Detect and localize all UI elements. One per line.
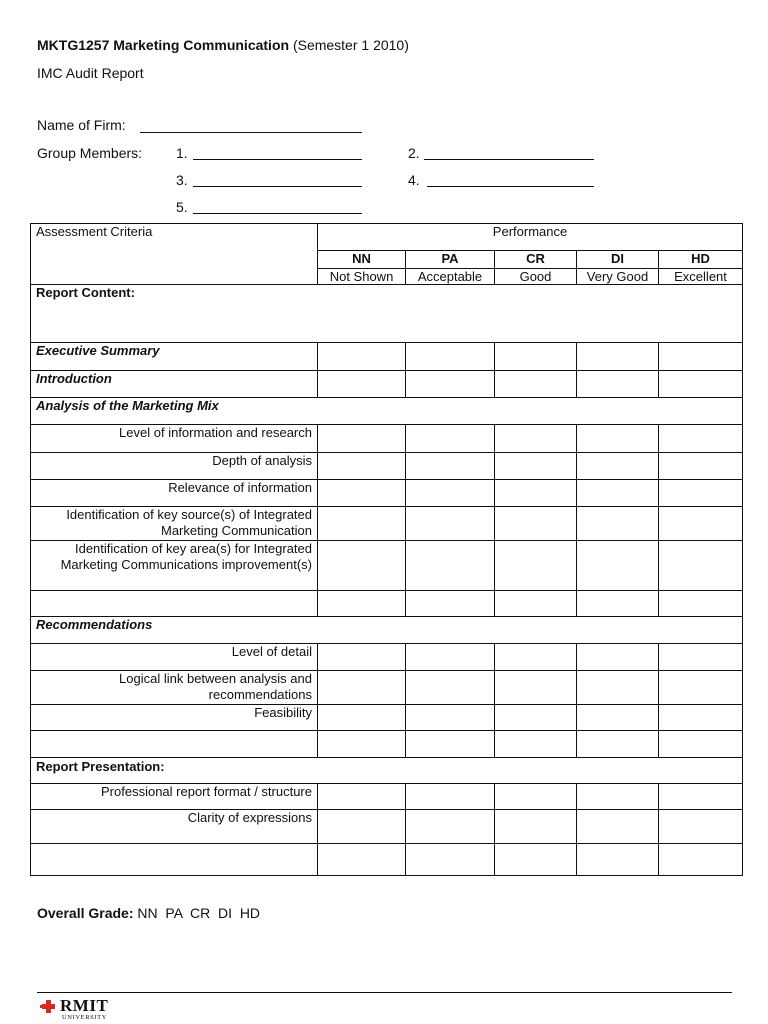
grade-cell[interactable] [406, 480, 495, 507]
grade-cell[interactable] [318, 343, 406, 371]
row-analysis-marketing-mix: Analysis of the Marketing Mix [31, 398, 743, 425]
firm-label: Name of Firm: [37, 117, 126, 133]
row-recommendations: Recommendations [31, 617, 743, 644]
grade-cell[interactable] [577, 541, 659, 591]
member-2-field[interactable] [424, 159, 594, 160]
grade-cell[interactable] [318, 371, 406, 398]
grade-desc-cr: Good [495, 269, 577, 285]
grade-cell[interactable] [495, 507, 577, 541]
row-depth-of-analysis: Depth of analysis [31, 453, 318, 480]
grade-code-cr: CR [495, 251, 577, 269]
grade-cell[interactable] [577, 371, 659, 398]
semester: (Semester 1 2010) [292, 37, 409, 53]
assessment-table [30, 223, 743, 876]
row-logical-link: Logical link between analysis and recommendations [31, 671, 318, 705]
footer-divider [37, 992, 732, 993]
grade-cell[interactable] [495, 784, 577, 810]
member-5-field[interactable] [193, 213, 362, 214]
member-1-label: 1. [176, 145, 188, 161]
member-4-label: 4. [408, 172, 420, 188]
grade-cell[interactable] [577, 784, 659, 810]
grade-cell[interactable] [318, 480, 406, 507]
grade-cell[interactable] [577, 810, 659, 844]
grade-desc-di: Very Good [577, 269, 659, 285]
grade-cell[interactable] [577, 731, 659, 758]
grade-cell[interactable] [406, 507, 495, 541]
member-3-field[interactable] [193, 186, 362, 187]
grade-cell[interactable] [577, 507, 659, 541]
grade-cell[interactable] [577, 671, 659, 705]
grade-cell[interactable] [318, 810, 406, 844]
grade-cell[interactable] [406, 705, 495, 731]
criteria-header: Assessment Criteria [31, 224, 318, 285]
performance-header: Performance [318, 224, 743, 251]
grade-cell[interactable] [318, 671, 406, 705]
document-title [37, 37, 409, 53]
row-professional-format: Professional report format / structure [31, 784, 318, 810]
grade-cell[interactable] [577, 644, 659, 671]
grade-cell[interactable] [406, 671, 495, 705]
blank-row-cell [31, 844, 318, 876]
grade-cell[interactable] [495, 705, 577, 731]
blank-row-cell [31, 591, 318, 617]
grade-cell[interactable] [406, 844, 495, 876]
grade-cell[interactable] [318, 705, 406, 731]
grade-cell[interactable] [495, 371, 577, 398]
grade-cell[interactable] [659, 591, 743, 617]
grade-code-nn: NN [318, 251, 406, 269]
grade-cell[interactable] [495, 480, 577, 507]
grade-desc-nn: Not Shown [318, 269, 406, 285]
row-level-of-detail: Level of detail [31, 644, 318, 671]
grade-cell[interactable] [577, 480, 659, 507]
grade-cell[interactable] [577, 425, 659, 453]
grade-desc-pa: Acceptable [406, 269, 495, 285]
grade-code-pa: PA [406, 251, 495, 269]
grade-cell[interactable] [659, 731, 743, 758]
logo-name: RMIT [60, 996, 109, 1015]
grade-cell[interactable] [318, 731, 406, 758]
grade-code-hd: HD [659, 251, 743, 269]
member-4-field[interactable] [427, 186, 594, 187]
grade-cell[interactable] [659, 644, 743, 671]
logo-university: UNIVERSITY [62, 1014, 107, 1021]
grade-cell[interactable] [318, 844, 406, 876]
grade-cell[interactable] [659, 705, 743, 731]
section-report-presentation: Report Presentation: [31, 758, 743, 784]
grade-cell[interactable] [659, 343, 743, 371]
grade-cell[interactable] [495, 731, 577, 758]
grade-cell[interactable] [318, 644, 406, 671]
section-report-content: Report Content: [31, 285, 743, 343]
row-level-of-information: Level of information and research [31, 425, 318, 453]
grade-cell[interactable] [406, 644, 495, 671]
grade-cell[interactable] [495, 591, 577, 617]
grade-cell[interactable] [577, 844, 659, 876]
grade-cell[interactable] [577, 453, 659, 480]
grade-cell[interactable] [318, 507, 406, 541]
row-relevance-of-information: Relevance of information [31, 480, 318, 507]
grade-cell[interactable] [659, 480, 743, 507]
grade-cell[interactable] [659, 784, 743, 810]
grade-cell[interactable] [406, 810, 495, 844]
grade-cell[interactable] [406, 731, 495, 758]
grade-cell[interactable] [495, 453, 577, 480]
grade-cell[interactable] [318, 784, 406, 810]
grade-cell[interactable] [318, 591, 406, 617]
document-subtitle: IMC Audit Report [37, 65, 144, 81]
overall-grade-options[interactable]: NN PA CR DI HD [137, 905, 261, 921]
row-introduction: Introduction [31, 371, 318, 398]
member-3-label: 3. [176, 172, 188, 188]
grade-cell[interactable] [659, 844, 743, 876]
grade-cell[interactable] [495, 425, 577, 453]
overall-grade [37, 905, 260, 921]
grade-code-di: DI [577, 251, 659, 269]
grade-cell[interactable] [495, 541, 577, 591]
member-2-label: 2. [408, 145, 420, 161]
grade-cell[interactable] [495, 844, 577, 876]
row-executive-summary: Executive Summary [31, 343, 318, 371]
grade-cell[interactable] [659, 371, 743, 398]
grade-cell[interactable] [577, 591, 659, 617]
grade-cell[interactable] [406, 425, 495, 453]
row-key-sources-imc: Identification of key source(s) of Integrated Marketing Communication [31, 507, 318, 541]
row-feasibility: Feasibility [31, 705, 318, 731]
grade-desc-hd: Excellent [659, 269, 743, 285]
grade-cell[interactable] [495, 810, 577, 844]
grade-cell[interactable] [406, 453, 495, 480]
grade-cell[interactable] [659, 425, 743, 453]
grade-cell[interactable] [406, 371, 495, 398]
grade-cell[interactable] [659, 507, 743, 541]
members-label: Group Members: [37, 145, 143, 161]
blank-row-cell [31, 731, 318, 758]
member-1-field[interactable] [193, 159, 362, 160]
member-5-label: 5. [176, 199, 188, 215]
grade-cell[interactable] [406, 343, 495, 371]
course-title: MKTG1257 Marketing Communication [37, 37, 290, 53]
grade-cell[interactable] [406, 591, 495, 617]
grade-cell[interactable] [495, 671, 577, 705]
grade-cell[interactable] [406, 784, 495, 810]
grade-cell[interactable] [659, 671, 743, 705]
grade-cell[interactable] [659, 541, 743, 591]
grade-cell[interactable] [577, 705, 659, 731]
grade-cell[interactable] [659, 453, 743, 480]
overall-grade-label: Overall Grade: [37, 905, 134, 921]
grade-cell[interactable] [577, 343, 659, 371]
grade-cell[interactable] [318, 453, 406, 480]
grade-cell[interactable] [495, 644, 577, 671]
grade-cell[interactable] [659, 810, 743, 844]
row-clarity-of-expressions: Clarity of expressions [31, 810, 318, 844]
grade-cell[interactable] [318, 541, 406, 591]
grade-cell[interactable] [495, 343, 577, 371]
grade-cell[interactable] [406, 541, 495, 591]
rmit-pixel-mark-icon [40, 1000, 58, 1014]
row-key-areas-imc-improvement: Identification of key area(s) for Integrated Marketing Communications improvement(s) [31, 541, 318, 591]
grade-cell[interactable] [318, 425, 406, 453]
firm-name-field[interactable] [140, 132, 362, 133]
